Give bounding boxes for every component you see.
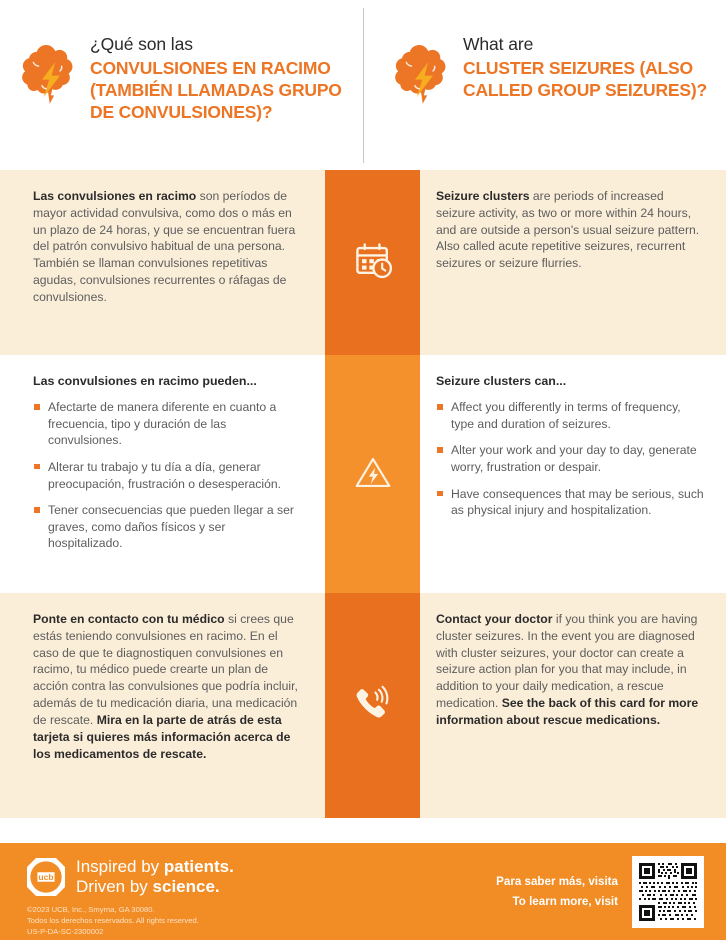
legal-line-1: ©2023 UCB, Inc., Smyrna, GA 30080. bbox=[27, 905, 155, 915]
header-english-title: CLUSTER SEIZURES (ALSO CALLED GROUP SEIZURES)? bbox=[463, 57, 707, 101]
brain-lightning-icon bbox=[391, 44, 453, 106]
section-doctor bbox=[0, 593, 726, 818]
footer-visit bbox=[430, 843, 726, 940]
header-spanish-title: CONVULSIONES EN RACIMO (TAMBIÉN LLAMADAS GRUPO DE CONVULSIONES)? bbox=[90, 57, 342, 123]
doctor-english-lead: Contact your doctor bbox=[436, 612, 553, 626]
header-spanish-kicker: ¿Qué son las bbox=[90, 34, 193, 54]
tagline-1-bold: patients. bbox=[163, 857, 234, 876]
qr-code-icon[interactable] bbox=[632, 856, 704, 928]
tagline-line-2 bbox=[76, 877, 234, 897]
doctor-spanish-text bbox=[33, 611, 303, 762]
section-definition-icon bbox=[325, 170, 420, 355]
list-item: Affect you differently in terms of frequency, type and duration of seizures. bbox=[436, 399, 706, 432]
section-doctor-spanish bbox=[0, 593, 325, 818]
effects-english-list bbox=[436, 399, 706, 519]
section-effects-spanish bbox=[0, 355, 325, 593]
section-effects-icon bbox=[325, 355, 420, 593]
definition-english-text bbox=[436, 188, 706, 272]
card-footer bbox=[0, 843, 726, 940]
section-doctor-icon bbox=[325, 593, 420, 818]
tagline-2-normal: Driven by bbox=[76, 877, 153, 897]
doctor-english-tail: See the back of this card for more information about rescue medications. bbox=[436, 696, 699, 727]
warning-lightning-icon bbox=[350, 449, 396, 500]
header-english-kicker: What are bbox=[463, 34, 534, 54]
visit-spanish-label: Para saber más, visita bbox=[496, 875, 618, 889]
ucb-logo-icon bbox=[27, 858, 65, 896]
footer-brand bbox=[0, 843, 430, 937]
footer-legal bbox=[27, 904, 430, 937]
visit-labels bbox=[496, 872, 618, 910]
effects-spanish-heading: Las convulsiones en racimo pueden... bbox=[33, 374, 257, 388]
definition-english-body: are periods of increased seizure activity, as two or more within 24 hours, and are outside a person's usual seizure pattern. Also called acute repetitive seizures, recurrent seizures or seizure flurries. bbox=[436, 189, 700, 271]
legal-line-2: Todos los derechos reservados. All rights reserved. bbox=[27, 916, 199, 926]
effects-english-heading: Seizure clusters can... bbox=[436, 374, 567, 388]
list-item: Alter your work and your day to day, generate worry, frustration or despair. bbox=[436, 442, 706, 475]
visit-english-label: To learn more, visit bbox=[512, 894, 618, 908]
definition-spanish-lead: Las convulsiones en racimo bbox=[33, 189, 197, 203]
tagline-1-normal: Inspired by bbox=[76, 857, 164, 876]
definition-spanish-body: son períodos de mayor actividad convulsiva, como dos o más en un plazo de 24 horas, y que se encuentran fuera del patrón convulsivo habitual de una persona. También se llaman convulsiones repetitivas agudas, convulsiones recurrentes o ráfagas de convulsiones. bbox=[33, 189, 296, 304]
ucb-logo bbox=[27, 857, 430, 897]
section-definition-english bbox=[420, 170, 726, 355]
list-item: Alterar tu trabajo y tu día a día, generar preocupación, frustración o desesperación. bbox=[33, 459, 303, 492]
section-definition bbox=[0, 170, 726, 355]
ucb-tagline bbox=[76, 857, 234, 897]
brain-lightning-icon bbox=[18, 44, 80, 106]
phone-call-icon bbox=[351, 681, 395, 730]
card-body bbox=[0, 170, 726, 818]
doctor-english-body: if you think you are having cluster seizures. In the event you are diagnosed with cluster seizures, your doctor can create a seizure action plan for you that may include, in addition to your daily medication, a rescue medication. bbox=[436, 612, 698, 711]
calendar-clock-icon bbox=[351, 238, 395, 287]
tagline-2-bold: science. bbox=[152, 877, 220, 897]
doctor-english-text bbox=[436, 611, 706, 729]
section-effects bbox=[0, 355, 726, 593]
doctor-spanish-lead: Ponte en contacto con tu médico bbox=[33, 612, 225, 626]
definition-english-lead: Seizure clusters bbox=[436, 189, 530, 203]
legal-line-3: US-P-DA-SC-2300002 bbox=[27, 927, 104, 937]
effects-spanish-list bbox=[33, 399, 303, 552]
doctor-spanish-tail: Mira en la parte de atrás de esta tarjeta si quieres más información acerca de los medicamentos de rescate. bbox=[33, 712, 291, 761]
section-definition-spanish bbox=[0, 170, 325, 355]
list-item: Tener consecuencias que pueden llegar a ser graves, como daños físicos y ser hospitalizado. bbox=[33, 502, 303, 552]
card-header bbox=[0, 0, 726, 170]
header-spanish-text bbox=[90, 30, 363, 124]
header-english-text bbox=[463, 30, 726, 101]
list-item: Afectarte de manera diferente en cuanto a frecuencia, tipo y duración de las convulsiones. bbox=[33, 399, 303, 449]
list-item: Have consequences that may be serious, such as physical injury and hospitalization. bbox=[436, 486, 706, 519]
section-effects-english bbox=[420, 355, 726, 593]
header-spanish bbox=[0, 0, 363, 170]
tagline-line-1 bbox=[76, 857, 234, 877]
section-doctor-english bbox=[420, 593, 726, 818]
svg-text:ucb: ucb bbox=[38, 871, 54, 882]
header-english bbox=[363, 0, 726, 170]
doctor-spanish-body: si crees que estás teniendo convulsiones en racimo. En el caso de que te diagnostiquen convulsiones en racimo, tu médico puede crearte un plan de acción contra las convulsiones que podría incluir, además de tu medicación diaria, una medicación de rescate. bbox=[33, 612, 298, 727]
definition-spanish-text bbox=[33, 188, 303, 306]
